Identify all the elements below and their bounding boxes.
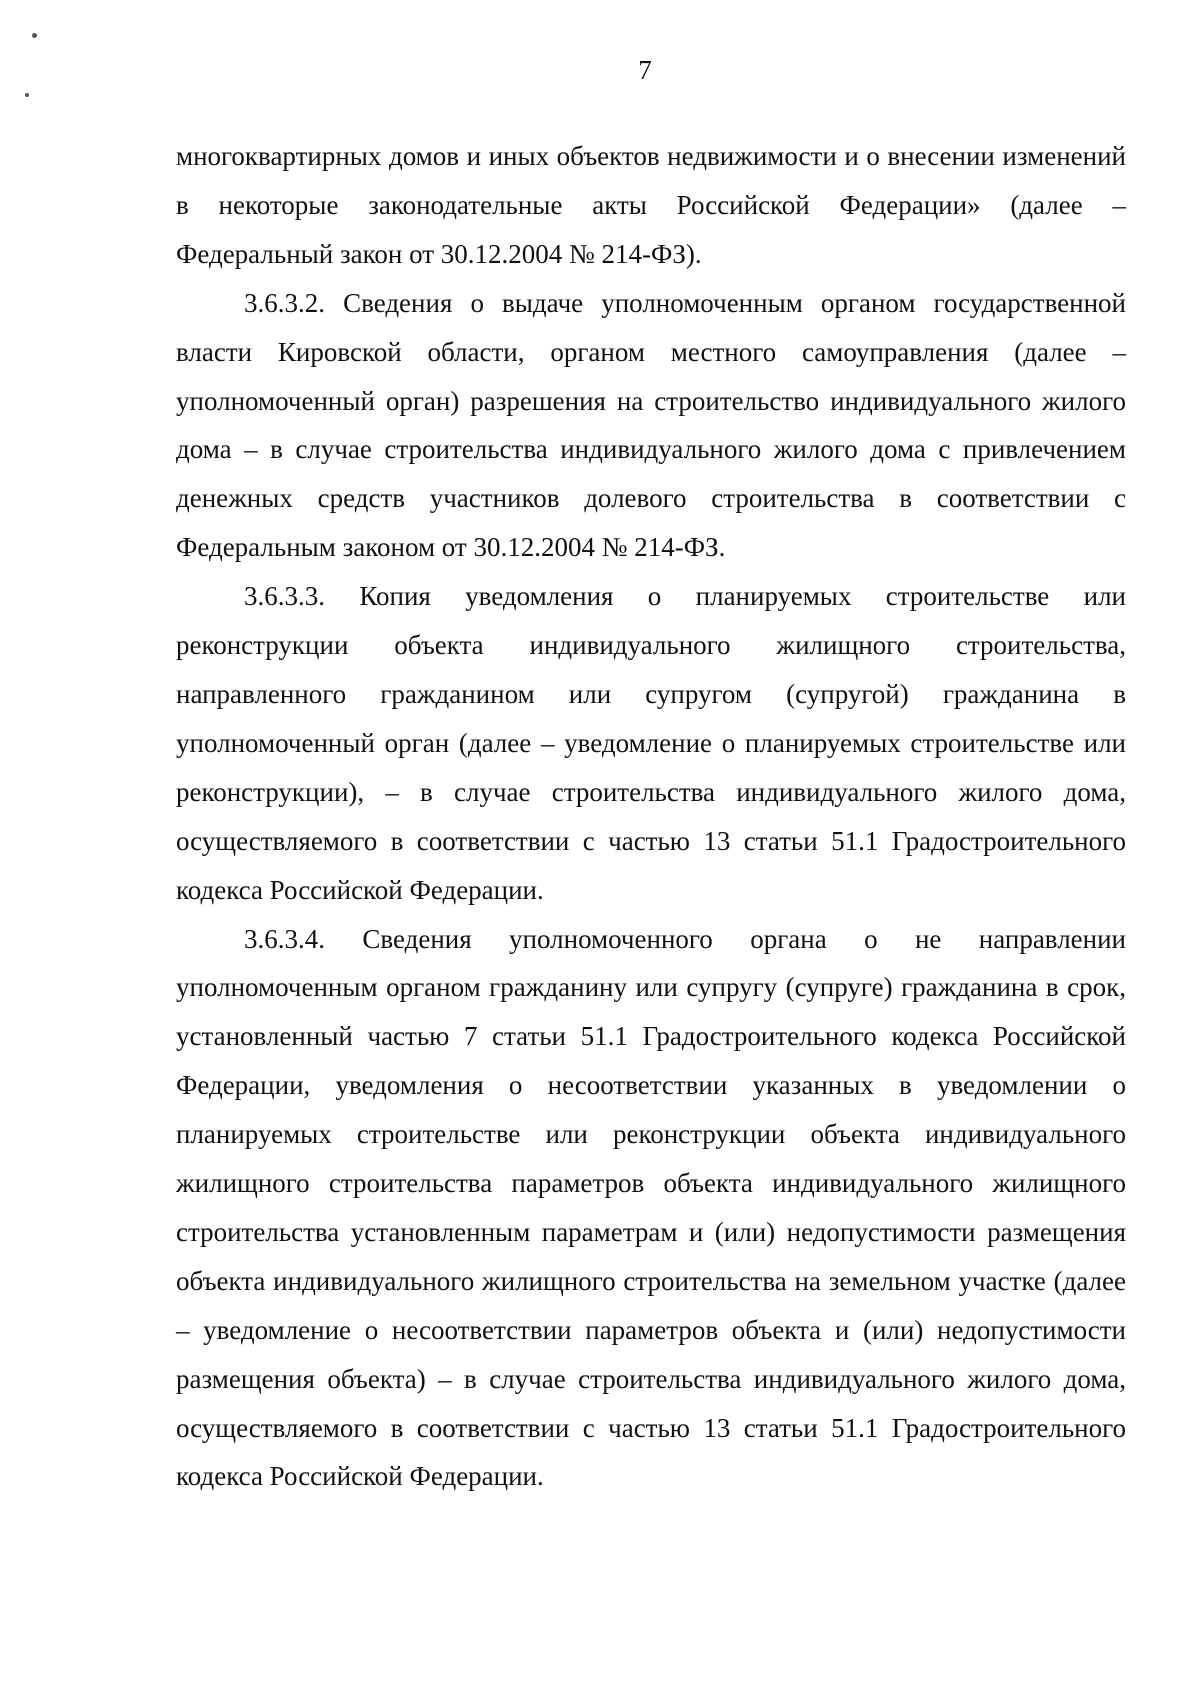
- paragraph-3-6-3-3: 3.6.3.3. Копия уведомления о планируемых строительстве или реконструкции объекта индивидуального жилищного строительства, направленного гражданином или супругом (супругой) гражданина в уполномоченный орган (далее – уведомление о планируемых строительстве или реконструкции), – в случае строительства индивидуального жилого дома, осуществляемого в соответствии с частью 13 статьи 51.1 Градостроительного кодекса Российской Федерации.: [176, 581, 1126, 905]
- paragraph-3-6-3-2: 3.6.3.2. Сведения о выдаче уполномоченным органом государственной власти Кировской области, органом местного самоуправления (далее – уполномоченный орган) разрешения на строительство индивидуального жилого дома – в случае строительства индивидуального жилого дома с привлечением денежных средств участников долевого строительства в соответствии с Федеральным законом от 30.12.2004 № 214-ФЗ.: [176, 287, 1126, 563]
- paragraph-continuation: многоквартирных домов и иных объектов недвижимости и о внесении изменений в некоторые законодательные акты Российской Федерации» (далее – Федеральный закон от 30.12.2004 № 214-ФЗ).: [176, 141, 1126, 269]
- document-body: [176, 132, 1126, 1501]
- page-number: 7: [638, 55, 652, 85]
- scan-speck: [25, 93, 29, 97]
- paragraph-3-6-3-4: 3.6.3.4. Сведения уполномоченного органа о не направлении уполномоченным органом гражданину или супругу (супруге) гражданина в срок, установленный частью 7 статьи 51.1 Градостроительного кодекса Российской Федерации, уведомления о несоответствии указанных в уведомлении о планируемых строительстве или реконструкции объекта индивидуального жилищного строительства параметров объекта индивидуального жилищного строительства установленным параметрам и (или) недопустимости размещения объекта индивидуального жилищного строительства на земельном участке (далее – уведомление о несоответствии параметров объекта и (или) недопустимости размещения объекта) – в случае строительства индивидуального жилого дома, осуществляемого в соответствии с частью 13 статьи 51.1 Градостроительного кодекса Российской Федерации.: [176, 923, 1126, 1492]
- scan-speck: [32, 33, 37, 38]
